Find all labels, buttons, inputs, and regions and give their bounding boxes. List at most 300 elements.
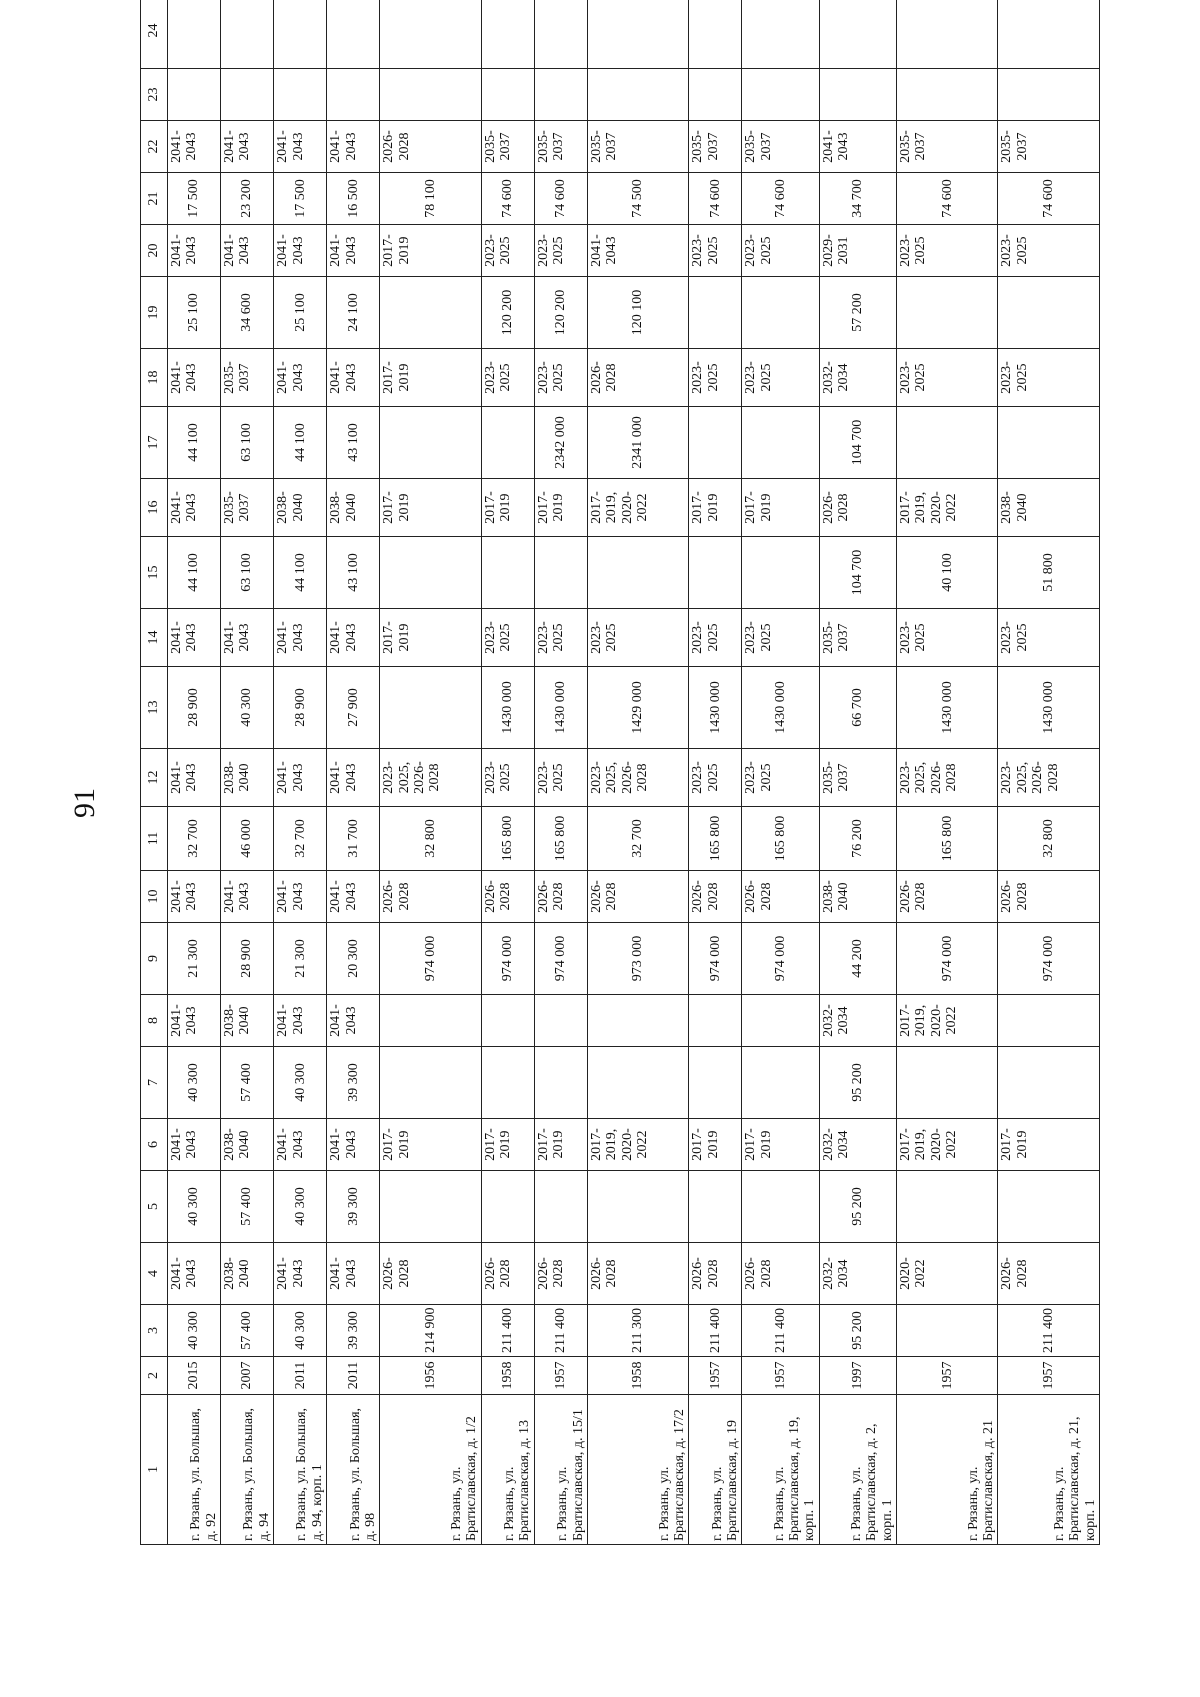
address-cell: г. Рязань, ул. Братиславская, д. 19, корп. 1	[742, 1395, 819, 1545]
cost-cell: 57 400	[221, 1171, 274, 1243]
period-cell: 2041-2043	[221, 871, 274, 923]
address-cell: г. Рязань, ул. Большая, д. 92	[168, 1395, 221, 1545]
column-header-5: 5	[141, 1171, 168, 1243]
column-header-20: 20	[141, 225, 168, 277]
cost-cell: 63 100	[221, 407, 274, 479]
cost-cell: 32 700	[587, 807, 688, 871]
cost-cell: 1430 000	[742, 667, 819, 749]
cost-cell	[534, 1047, 587, 1119]
cost-cell: 25 100	[168, 277, 221, 349]
period-cell: 2041-2043	[327, 1243, 380, 1305]
period-cell: 2035-2037	[221, 479, 274, 537]
cost-cell	[380, 1047, 481, 1119]
period-cell: 2038-2040	[327, 479, 380, 537]
period-cell: 2041-2043	[274, 225, 327, 277]
cost-cell: 21 300	[274, 923, 327, 995]
cost-cell	[896, 1171, 997, 1243]
cost-cell: 974 000	[896, 923, 997, 995]
period-cell: 2041-2043	[327, 749, 380, 807]
period-cell: 2023-2025, 2026-2028	[587, 749, 688, 807]
cost-cell	[534, 537, 587, 609]
period-cell: 2026-2028	[534, 871, 587, 923]
period-cell: 2026-2028	[689, 1243, 742, 1305]
period-cell: 2017-2019	[481, 1119, 534, 1171]
cost-cell: 23 200	[221, 173, 274, 225]
cost-cell: 40 300	[221, 667, 274, 749]
period-cell: 2017-2019	[481, 479, 534, 537]
period-cell	[998, 995, 1100, 1047]
cost-cell: 1429 000	[587, 667, 688, 749]
period-cell: 2041-2043	[327, 225, 380, 277]
table-row	[534, 0, 587, 1545]
column-header-18: 18	[141, 349, 168, 407]
address-cell: г. Рязань, ул. Братиславская, д. 19	[689, 1395, 742, 1545]
cost-cell	[689, 407, 742, 479]
period-cell: 2023-2025, 2026-2028	[998, 749, 1100, 807]
table-row	[221, 0, 274, 1545]
period-cell: 2041-2043	[327, 609, 380, 667]
cost-cell	[587, 537, 688, 609]
year-cell: 2007	[221, 1357, 274, 1395]
cost-cell: 34 700	[819, 173, 896, 225]
cost-cell: 104 700	[819, 407, 896, 479]
year-cell: 2015	[168, 1357, 221, 1395]
cost-cell: 28 900	[274, 667, 327, 749]
cost-cell	[380, 277, 481, 349]
cost-cell	[481, 537, 534, 609]
cost-cell: 39 300	[327, 1171, 380, 1243]
period-cell: 2041-2043	[168, 749, 221, 807]
period-cell: 2017-2019	[742, 479, 819, 537]
cost-cell: 214 900	[380, 1305, 481, 1357]
period-cell: 2038-2040	[221, 1243, 274, 1305]
period-cell: 2017-2019	[380, 349, 481, 407]
period-cell: 2023-2025	[481, 349, 534, 407]
cost-cell: 211 400	[998, 1305, 1100, 1357]
cost-cell	[689, 1047, 742, 1119]
cost-cell	[327, 69, 380, 121]
period-cell: 2041-2043	[168, 609, 221, 667]
period-cell: 2023-2025	[896, 349, 997, 407]
period-cell: 2023-2025	[534, 225, 587, 277]
year-cell: 1957	[742, 1357, 819, 1395]
period-cell: 2026-2028	[998, 1243, 1100, 1305]
cost-cell: 74 600	[998, 173, 1100, 225]
cost-cell	[896, 407, 997, 479]
period-cell: 2026-2028	[587, 349, 688, 407]
cost-cell: 211 300	[587, 1305, 688, 1357]
cost-cell: 44 100	[168, 407, 221, 479]
cost-cell	[380, 1171, 481, 1243]
period-cell: 2017-2019	[380, 609, 481, 667]
period-cell: 2026-2028	[380, 1243, 481, 1305]
cost-cell	[481, 1047, 534, 1119]
cost-cell: 16 500	[327, 173, 380, 225]
cost-cell	[896, 1047, 997, 1119]
period-cell: 2026-2028	[998, 871, 1100, 923]
header-row	[141, 0, 168, 1545]
address-cell: г. Рязань, ул. Большая, д. 94	[221, 1395, 274, 1545]
period-cell: 2017-2019	[689, 1119, 742, 1171]
address-cell: г. Рязань, ул. Братиславская, д. 13	[481, 1395, 534, 1545]
address-cell: г. Рязань, ул. Братиславская, д. 17/2	[587, 1395, 688, 1545]
period-cell	[534, 995, 587, 1047]
period-cell: 2023-2025	[998, 349, 1100, 407]
period-cell: 2023-2025	[481, 225, 534, 277]
cost-cell: 27 900	[327, 667, 380, 749]
period-cell: 2017-2019	[380, 1119, 481, 1171]
period-cell: 2023-2025	[534, 749, 587, 807]
cost-cell: 165 800	[896, 807, 997, 871]
cost-cell: 57 400	[221, 1305, 274, 1357]
period-cell	[168, 0, 221, 69]
cost-cell: 120 200	[481, 277, 534, 349]
period-cell: 2023-2025	[481, 749, 534, 807]
period-cell: 2041-2043	[274, 121, 327, 173]
table-row	[168, 0, 221, 1545]
period-cell: 2017-2019	[742, 1119, 819, 1171]
period-cell: 2035-2037	[896, 121, 997, 173]
period-cell: 2041-2043	[221, 609, 274, 667]
column-header-4: 4	[141, 1243, 168, 1305]
year-cell: 1957	[896, 1357, 997, 1395]
period-cell: 2017-2019	[534, 479, 587, 537]
period-cell: 2023-2025	[998, 225, 1100, 277]
table-row	[998, 0, 1100, 1545]
table-row	[689, 0, 742, 1545]
cost-cell: 74 600	[742, 173, 819, 225]
cost-cell	[274, 69, 327, 121]
period-cell: 2023-2025	[742, 349, 819, 407]
repair-schedule-table	[140, 0, 1100, 1545]
period-cell	[274, 0, 327, 69]
period-cell: 2023-2025	[587, 609, 688, 667]
period-cell: 2032-2034	[819, 995, 896, 1047]
cost-cell: 40 300	[168, 1047, 221, 1119]
cost-cell	[819, 69, 896, 121]
period-cell: 2041-2043	[274, 609, 327, 667]
address-cell: г. Рязань, ул. Большая, д. 98	[327, 1395, 380, 1545]
cost-cell: 165 800	[742, 807, 819, 871]
period-cell: 2026-2028	[481, 1243, 534, 1305]
address-cell: г. Рязань, ул. Братиславская, д. 15/1	[534, 1395, 587, 1545]
cost-cell: 1430 000	[689, 667, 742, 749]
period-cell: 2026-2028	[742, 1243, 819, 1305]
period-cell: 2035-2037	[689, 121, 742, 173]
column-header-19: 19	[141, 277, 168, 349]
period-cell	[221, 0, 274, 69]
period-cell: 2017-2019, 2020-2022	[896, 1119, 997, 1171]
cost-cell: 17 500	[274, 173, 327, 225]
period-cell	[587, 0, 688, 69]
period-cell	[689, 995, 742, 1047]
period-cell: 2023-2025	[689, 349, 742, 407]
period-cell: 2032-2034	[819, 349, 896, 407]
period-cell: 2023-2025	[689, 749, 742, 807]
cost-cell: 974 000	[534, 923, 587, 995]
period-cell: 2041-2043	[168, 871, 221, 923]
cost-cell: 74 600	[534, 173, 587, 225]
cost-cell: 78 100	[380, 173, 481, 225]
cost-cell: 2342 000	[534, 407, 587, 479]
period-cell	[380, 995, 481, 1047]
cost-cell: 974 000	[998, 923, 1100, 995]
period-cell: 2041-2043	[274, 995, 327, 1047]
year-cell: 1957	[689, 1357, 742, 1395]
column-header-22: 22	[141, 121, 168, 173]
cost-cell	[742, 277, 819, 349]
table-body	[168, 0, 1100, 1545]
cost-cell: 74 600	[481, 173, 534, 225]
cost-cell: 974 000	[481, 923, 534, 995]
cost-cell	[742, 1047, 819, 1119]
cost-cell: 95 200	[819, 1047, 896, 1119]
cost-cell: 25 100	[274, 277, 327, 349]
cost-cell: 165 800	[689, 807, 742, 871]
cost-cell	[742, 407, 819, 479]
period-cell: 2032-2034	[819, 1243, 896, 1305]
cost-cell	[998, 277, 1100, 349]
cost-cell	[221, 69, 274, 121]
cost-cell	[380, 407, 481, 479]
period-cell: 2023-2025	[481, 609, 534, 667]
cost-cell: 74 600	[689, 173, 742, 225]
table-row	[380, 0, 481, 1545]
cost-cell: 974 000	[380, 923, 481, 995]
cost-cell: 74 600	[896, 173, 997, 225]
cost-cell	[481, 69, 534, 121]
period-cell: 2041-2043	[274, 871, 327, 923]
cost-cell: 40 300	[274, 1047, 327, 1119]
column-header-12: 12	[141, 749, 168, 807]
period-cell: 2023-2025, 2026-2028	[896, 749, 997, 807]
period-cell: 2041-2043	[168, 225, 221, 277]
period-cell: 2035-2037	[534, 121, 587, 173]
period-cell: 2026-2028	[481, 871, 534, 923]
period-cell	[380, 0, 481, 69]
period-cell	[587, 995, 688, 1047]
period-cell: 2023-2025	[742, 609, 819, 667]
period-cell: 2017-2019	[380, 225, 481, 277]
cost-cell: 1430 000	[998, 667, 1100, 749]
period-cell	[689, 0, 742, 69]
column-header-3: 3	[141, 1305, 168, 1357]
cost-cell	[896, 1305, 997, 1357]
cost-cell	[380, 537, 481, 609]
cost-cell: 165 800	[481, 807, 534, 871]
cost-cell: 40 300	[168, 1171, 221, 1243]
cost-cell: 28 900	[168, 667, 221, 749]
period-cell: 2041-2043	[168, 1119, 221, 1171]
period-cell: 2032-2034	[819, 1119, 896, 1171]
period-cell: 2017-2019	[380, 479, 481, 537]
period-cell: 2035-2037	[221, 349, 274, 407]
table-row	[587, 0, 688, 1545]
cost-cell: 43 100	[327, 407, 380, 479]
cost-cell	[689, 537, 742, 609]
period-cell	[481, 995, 534, 1047]
cost-cell: 31 700	[327, 807, 380, 871]
cost-cell: 211 400	[481, 1305, 534, 1357]
period-cell: 2026-2028	[587, 871, 688, 923]
period-cell: 2038-2040	[819, 871, 896, 923]
period-cell: 2026-2028	[742, 871, 819, 923]
column-header-1: 1	[141, 1395, 168, 1545]
column-header-14: 14	[141, 609, 168, 667]
period-cell	[819, 0, 896, 69]
cost-cell: 1430 000	[896, 667, 997, 749]
column-header-23: 23	[141, 69, 168, 121]
period-cell	[327, 0, 380, 69]
cost-cell	[896, 69, 997, 121]
column-header-10: 10	[141, 871, 168, 923]
cost-cell	[998, 1047, 1100, 1119]
period-cell	[742, 995, 819, 1047]
cost-cell: 57 200	[819, 277, 896, 349]
period-cell: 2041-2043	[168, 479, 221, 537]
cost-cell	[742, 69, 819, 121]
period-cell: 2041-2043	[168, 1243, 221, 1305]
cost-cell: 34 600	[221, 277, 274, 349]
cost-cell: 974 000	[689, 923, 742, 995]
cost-cell: 66 700	[819, 667, 896, 749]
cost-cell: 40 300	[274, 1171, 327, 1243]
cost-cell: 17 500	[168, 173, 221, 225]
table-row	[327, 0, 380, 1545]
period-cell: 2035-2037	[587, 121, 688, 173]
period-cell: 2023-2025	[742, 749, 819, 807]
period-cell: 2017-2019	[534, 1119, 587, 1171]
page-number: 91	[68, 788, 101, 818]
cost-cell: 74 500	[587, 173, 688, 225]
period-cell: 2023-2025	[896, 225, 997, 277]
period-cell: 2038-2040	[274, 479, 327, 537]
cost-cell	[998, 407, 1100, 479]
period-cell: 2041-2043	[274, 1119, 327, 1171]
table-row	[819, 0, 896, 1545]
cost-cell: 76 200	[819, 807, 896, 871]
cost-cell: 24 100	[327, 277, 380, 349]
period-cell: 2038-2040	[221, 749, 274, 807]
period-cell: 2026-2028	[534, 1243, 587, 1305]
period-cell	[896, 0, 997, 69]
cost-cell: 120 100	[587, 277, 688, 349]
table-row	[896, 0, 997, 1545]
cost-cell: 211 400	[689, 1305, 742, 1357]
period-cell: 2026-2028	[380, 871, 481, 923]
cost-cell: 104 700	[819, 537, 896, 609]
period-cell: 2035-2037	[819, 609, 896, 667]
period-cell: 2017-2019, 2020-2022	[896, 995, 997, 1047]
period-cell: 2017-2019, 2020-2022	[587, 1119, 688, 1171]
period-cell: 2041-2043	[327, 1119, 380, 1171]
cost-cell: 32 700	[168, 807, 221, 871]
period-cell: 2023-2025	[534, 349, 587, 407]
period-cell: 2023-2025	[689, 609, 742, 667]
year-cell: 2011	[327, 1357, 380, 1395]
period-cell	[742, 0, 819, 69]
period-cell: 2026-2028	[819, 479, 896, 537]
cost-cell: 40 300	[168, 1305, 221, 1357]
cost-cell: 32 800	[380, 807, 481, 871]
cost-cell: 95 200	[819, 1305, 896, 1357]
column-header-9: 9	[141, 923, 168, 995]
cost-cell: 32 800	[998, 807, 1100, 871]
cost-cell: 2341 000	[587, 407, 688, 479]
period-cell: 2035-2037	[481, 121, 534, 173]
year-cell: 1997	[819, 1357, 896, 1395]
period-cell: 2017-2019, 2020-2022	[587, 479, 688, 537]
period-cell: 2041-2043	[327, 349, 380, 407]
address-cell: г. Рязань, ул. Большая, д. 94, корп. 1	[274, 1395, 327, 1545]
period-cell	[481, 0, 534, 69]
period-cell: 2017-2019	[998, 1119, 1100, 1171]
cost-cell: 21 300	[168, 923, 221, 995]
cost-cell: 28 900	[221, 923, 274, 995]
cost-cell	[587, 1171, 688, 1243]
period-cell: 2038-2040	[221, 995, 274, 1047]
address-cell: г. Рязань, ул. Братиславская, д. 21, корп. 1	[998, 1395, 1100, 1545]
cost-cell	[742, 537, 819, 609]
period-cell: 2023-2025	[689, 225, 742, 277]
cost-cell: 39 300	[327, 1305, 380, 1357]
period-cell: 2041-2043	[168, 121, 221, 173]
cost-cell: 57 400	[221, 1047, 274, 1119]
cost-cell: 211 400	[534, 1305, 587, 1357]
year-cell: 1957	[534, 1357, 587, 1395]
cost-cell: 973 000	[587, 923, 688, 995]
column-header-13: 13	[141, 667, 168, 749]
period-cell: 2041-2043	[274, 349, 327, 407]
period-cell: 2041-2043	[327, 871, 380, 923]
cost-cell: 44 100	[274, 407, 327, 479]
period-cell: 2020-2022	[896, 1243, 997, 1305]
table-row	[481, 0, 534, 1545]
table-container	[140, 23, 1100, 1545]
period-cell: 2023-2025, 2026-2028	[380, 749, 481, 807]
cost-cell	[534, 69, 587, 121]
column-header-16: 16	[141, 479, 168, 537]
year-cell: 1957	[998, 1357, 1100, 1395]
table-row	[274, 0, 327, 1545]
period-cell: 2023-2025	[534, 609, 587, 667]
period-cell: 2041-2043	[327, 995, 380, 1047]
period-cell: 2041-2043	[168, 349, 221, 407]
period-cell: 2041-2043	[274, 1243, 327, 1305]
cost-cell: 44 200	[819, 923, 896, 995]
cost-cell	[168, 69, 221, 121]
column-header-2: 2	[141, 1357, 168, 1395]
cost-cell: 1430 000	[534, 667, 587, 749]
cost-cell: 165 800	[534, 807, 587, 871]
cost-cell	[896, 277, 997, 349]
column-header-11: 11	[141, 807, 168, 871]
period-cell: 2026-2028	[689, 871, 742, 923]
period-cell: 2041-2043	[221, 225, 274, 277]
period-cell: 2041-2043	[221, 121, 274, 173]
cost-cell	[689, 69, 742, 121]
period-cell: 2023-2025	[742, 225, 819, 277]
cost-cell: 51 800	[998, 537, 1100, 609]
column-header-24: 24	[141, 0, 168, 69]
column-header-15: 15	[141, 537, 168, 609]
period-cell: 2026-2028	[380, 121, 481, 173]
period-cell: 2041-2043	[819, 121, 896, 173]
cost-cell: 40 300	[274, 1305, 327, 1357]
cost-cell: 46 000	[221, 807, 274, 871]
period-cell: 2023-2025	[998, 609, 1100, 667]
period-cell: 2017-2019	[689, 479, 742, 537]
